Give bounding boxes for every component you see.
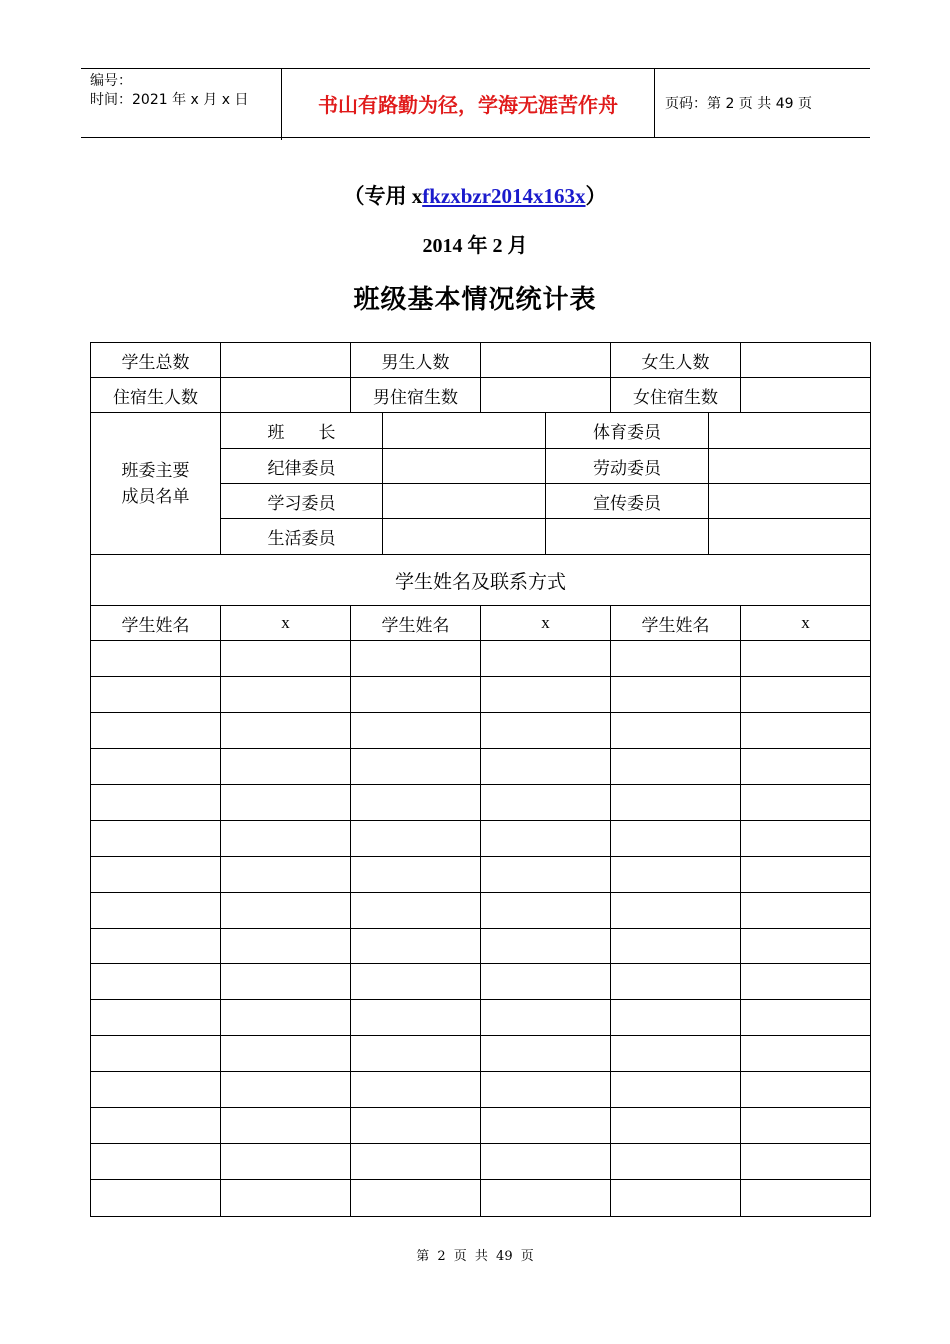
table-row-cell [221,929,351,964]
row2-cell: 女住宿生数 [611,378,741,413]
table-row-cell [741,893,870,929]
table-row-cell [221,677,351,713]
table-row-cell [351,964,481,1000]
table-row-cell [351,1036,481,1072]
row2-cell: 男住宿生数 [351,378,481,413]
table-row-cell [91,1144,221,1180]
row1-cell [221,343,351,378]
table-row-cell [91,1000,221,1036]
page-footer: 第 2 页 共 49 页 [416,1249,534,1264]
contact-header-cell: 学生姓名 [91,606,221,641]
table-row-cell [741,929,870,964]
contact-header-cell: x [741,606,870,641]
table-row-cell [741,749,870,785]
table-row-cell [611,857,741,893]
table-row-cell [351,929,481,964]
table-row-cell [221,893,351,929]
table-row-cell [481,964,611,1000]
table-row-cell [481,1180,611,1216]
committee-cell [383,413,546,449]
subtitle-link[interactable]: fkzxbzr2014x163x [422,184,586,208]
table-row-cell [91,893,221,929]
committee-cell: 纪律委员 [221,449,383,484]
committee-label [91,413,221,555]
committee-cell [709,449,870,484]
committee-label-line1: 班委主要 [121,460,190,481]
table-row-cell [741,1180,870,1216]
table-row-cell [351,1072,481,1108]
row1-cell: 女生人数 [611,343,741,378]
committee-cell: 体育委员 [546,413,709,449]
contact-header-cell: 学生姓名 [611,606,741,641]
table-row-cell [351,677,481,713]
table-row-cell [611,964,741,1000]
table-row-cell [91,785,221,821]
committee-cell: 学习委员 [221,484,383,519]
table-row-cell [611,893,741,929]
table-row-cell [611,1108,741,1144]
subtitle-prefix: （专用 x [343,184,423,208]
table-row-cell [481,893,611,929]
table-row-cell [741,1000,870,1036]
table-row-cell [611,1072,741,1108]
row1-cell: 学生总数 [91,343,221,378]
row2-cell [481,378,611,413]
table-row-cell [481,1000,611,1036]
committee-cell [383,519,546,555]
table-row-cell [91,857,221,893]
table-row-cell [741,1108,870,1144]
committee-cell [709,484,870,519]
subtitle-suffix: ） [585,184,607,208]
motto: 书山有路勤为径，学海无涯苦作舟 [282,69,655,137]
table-row-cell [351,1144,481,1180]
committee-cell [383,449,546,484]
table-row-cell [611,929,741,964]
table-row-cell [611,1036,741,1072]
row2-cell: 住宿生人数 [91,378,221,413]
table-row-cell [351,857,481,893]
table-row-cell [351,893,481,929]
table-row-cell [741,1036,870,1072]
table-row-cell [481,677,611,713]
table-row-cell [481,713,611,749]
table-row-cell [741,821,870,857]
contact-heading: 学生姓名及联系方式 [91,555,870,606]
table-row-cell [741,1072,870,1108]
table-row-cell [91,713,221,749]
table-row-cell [91,964,221,1000]
table-row-cell [351,641,481,677]
table-row-cell [221,964,351,1000]
table-row-cell [91,1108,221,1144]
number-label: 编号： [90,73,132,89]
table-row-cell [481,785,611,821]
header-left [81,69,282,140]
table-row-cell [91,749,221,785]
committee-cell: 生活委员 [221,519,383,555]
table-row-cell [221,749,351,785]
committee-cell: 宣传委员 [546,484,709,519]
table-row-cell [351,749,481,785]
table-row-cell [351,1000,481,1036]
row1-cell [481,343,611,378]
table-row-cell [221,1036,351,1072]
table-row-cell [611,677,741,713]
document-title: 班级基本情况统计表 [353,285,597,315]
table-row-cell [611,1180,741,1216]
committee-cell [546,519,709,555]
table-row-cell [611,1000,741,1036]
table-row-cell [481,1072,611,1108]
table-row-cell [741,641,870,677]
committee-cell [383,484,546,519]
table-row-cell [351,713,481,749]
time-label: 时间：2021 年 x 月 x 日 [90,92,249,108]
table-row-cell [611,785,741,821]
table-row-cell [481,857,611,893]
table-row-cell [91,821,221,857]
table-row-cell [351,785,481,821]
table-row-cell [221,857,351,893]
table-row-cell [481,641,611,677]
table-row-cell [221,641,351,677]
table-row-cell [611,1144,741,1180]
table-row-cell [481,1108,611,1144]
row2-cell [741,378,870,413]
row2-cell [221,378,351,413]
class-info-table [90,342,871,1217]
committee-label-line2: 成员名单 [121,486,190,507]
table-row-cell [741,677,870,713]
table-row-cell [351,1180,481,1216]
table-row-cell [481,929,611,964]
table-row-cell [741,785,870,821]
table-row-cell [481,749,611,785]
table-row-cell [611,749,741,785]
date-line: 2014 年 2 月 [422,235,528,257]
page-label: 页码：第 2 页 共 49 页 [665,96,812,112]
table-row-cell [91,1180,221,1216]
table-row-cell [221,1000,351,1036]
table-row-cell [611,641,741,677]
committee-cell: 班 长 [221,413,383,449]
table-row-cell [221,1072,351,1108]
row1-cell [741,343,870,378]
table-row-cell [221,821,351,857]
row1-cell: 男生人数 [351,343,481,378]
table-row-cell [611,713,741,749]
page-header [81,68,870,138]
table-row-cell [221,1144,351,1180]
table-row-cell [221,1180,351,1216]
table-row-cell [221,1108,351,1144]
contact-header-cell: x [221,606,351,641]
contact-header-cell: 学生姓名 [351,606,481,641]
table-row-cell [91,1036,221,1072]
table-row-cell [481,1144,611,1180]
table-row-cell [741,1144,870,1180]
table-row-cell [741,964,870,1000]
table-row-cell [91,641,221,677]
committee-cell [709,519,870,555]
table-row-cell [91,677,221,713]
table-row-cell [741,857,870,893]
table-row-cell [611,821,741,857]
committee-cell [709,413,870,449]
table-row-cell [221,785,351,821]
table-row-cell [91,929,221,964]
table-row-cell [481,1036,611,1072]
contact-header-cell: x [481,606,611,641]
table-row-cell [741,713,870,749]
subtitle [0,180,950,210]
committee-cell: 劳动委员 [546,449,709,484]
table-row-cell [351,821,481,857]
table-row-cell [221,713,351,749]
table-row-cell [481,821,611,857]
table-row-cell [91,1072,221,1108]
table-row-cell [351,1108,481,1144]
